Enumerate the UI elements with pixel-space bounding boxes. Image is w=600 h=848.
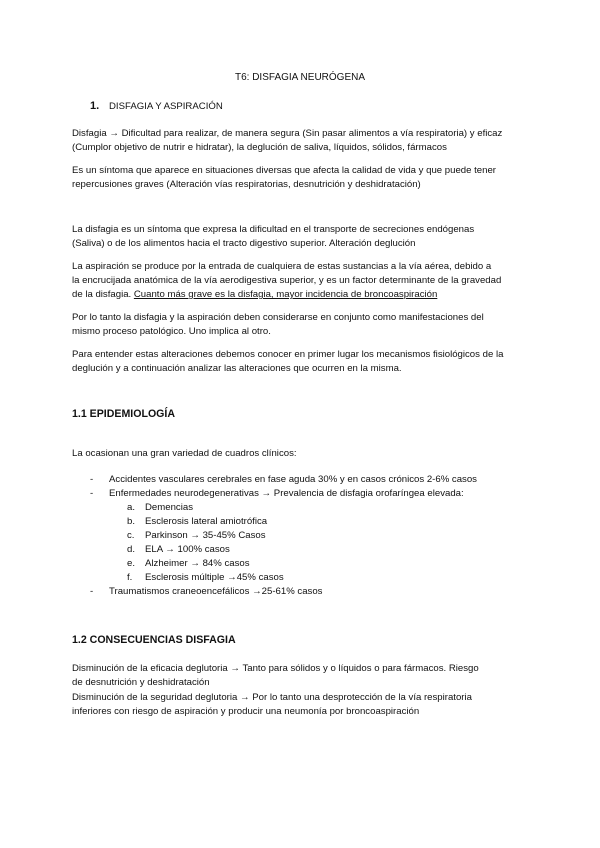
section-epidemiology-heading: 1.1 EPIDEMIOLOGÍA [72, 408, 176, 420]
paragraph-transport [72, 223, 532, 251]
underlined-emphasis: Cuanto más grave es la disfagia, mayor incidencia de broncoaspiración [133, 289, 438, 300]
section-1-heading: DISFAGIA Y ASPIRACIÓN [109, 101, 223, 112]
paragraph-line: mismo proceso patológico. Uno implica al otro. [72, 326, 271, 337]
paragraph-line: (Cumplor objetivo de nutrir e hidratar), la deglución de saliva, líquidos, sólidos, fármacos [72, 142, 447, 153]
sublist-item: Esclerosis lateral amiotrófica [145, 516, 268, 527]
sublist-item: ELA → 100% casos [145, 544, 230, 555]
section-consequences-heading: 1.2 CONSECUENCIAS DISFAGIA [72, 634, 236, 646]
paragraph-line: de desnutrición y deshidratación [72, 677, 210, 688]
page-title: T6: DISFAGIA NEURÓGENA [234, 72, 366, 83]
sublist-letter: d. [127, 544, 136, 555]
list-dash: - [90, 474, 94, 485]
paragraph-line: inferiores con riesgo de aspiración y producir una neumonía por broncoaspiración [72, 706, 420, 717]
paragraph-line: Disfagia → Dificultad para realizar, de manera segura (Sin pasar alimentos a vía respiratoria) y eficaz [72, 128, 503, 139]
paragraph-efficacy [72, 662, 532, 690]
sublist-letter: f. [127, 572, 133, 583]
paragraph-line [72, 288, 532, 302]
sublist-item: Alzheimer → 84% casos [145, 558, 250, 569]
paragraph-aspiration [72, 260, 532, 302]
sublist-letter: a. [127, 502, 136, 513]
sublist-item: Parkinson → 35-45% Casos [145, 530, 266, 541]
paragraph-line: Para entender estas alteraciones debemos conocer en primer lugar los mecanismos fisiológicos de la [72, 349, 504, 360]
sublist-letter: c. [127, 530, 135, 541]
sublist-letter: b. [127, 516, 136, 527]
paragraph-conclusion [72, 311, 532, 339]
list-dash: - [90, 488, 94, 499]
epidemiology-intro: La ocasionan una gran variedad de cuadros clínicos: [72, 448, 297, 459]
paragraph-mechanisms [72, 348, 532, 376]
paragraph-text: de la disfagia. [72, 289, 134, 300]
paragraph-line: Disminución de la eficacia deglutoria → Tanto para sólidos y o líquidos o para fármacos. Riesgo [72, 663, 479, 674]
paragraph-line: deglución y a continuación analizar las alteraciones que ocurren en la misma. [72, 363, 402, 374]
paragraph-symptom [72, 164, 532, 192]
paragraph-line: Por lo tanto la disfagia y la aspiración deben considerarse en conjunto como manifestaciones del [72, 312, 484, 323]
paragraph-line: (Saliva) o de los alimentos hacia el tracto digestivo superior. Alteración deglución [72, 238, 416, 249]
list-dash: - [90, 586, 94, 597]
sublist-letter: e. [127, 558, 136, 569]
paragraph-line: Disminución de la seguridad deglutoria → Por lo tanto una desprotección de la vía respiratoria [72, 692, 472, 703]
list-item-stroke: Accidentes vasculares cerebrales en fase aguda 30% y en casos crónicos 2-6% casos [109, 474, 477, 485]
paragraph-line: Es un síntoma que aparece en situaciones diversas que afecta la calidad de vida y que puede tener [72, 165, 497, 176]
paragraph-line: La aspiración se produce por la entrada de cualquiera de estas sustancias a la vía aérea, debido a [72, 261, 492, 272]
paragraph-line: la encrucijada anatómica de la vía aerodigestiva superior, y es un factor determinante de la gravedad [72, 275, 502, 286]
list-item-trauma: Traumatismos craneoencefálicos →25-61% casos [109, 586, 323, 597]
sublist-item: Esclerosis múltiple →45% casos [145, 572, 284, 583]
paragraph-line: repercusiones graves (Alteración vías respiratorias, desnutrición y deshidratación) [72, 179, 421, 190]
sublist-item: Demencias [145, 502, 193, 513]
list-item-neurodegenerative: Enfermedades neurodegenerativas → Prevalencia de disfagia orofaríngea elevada: [109, 488, 464, 499]
paragraph-definition [72, 127, 532, 155]
section-1-number: 1. [90, 100, 100, 112]
paragraph-line: La disfagia es un síntoma que expresa la dificultad en el transporte de secreciones endógenas [72, 224, 475, 235]
paragraph-safety [72, 691, 532, 719]
